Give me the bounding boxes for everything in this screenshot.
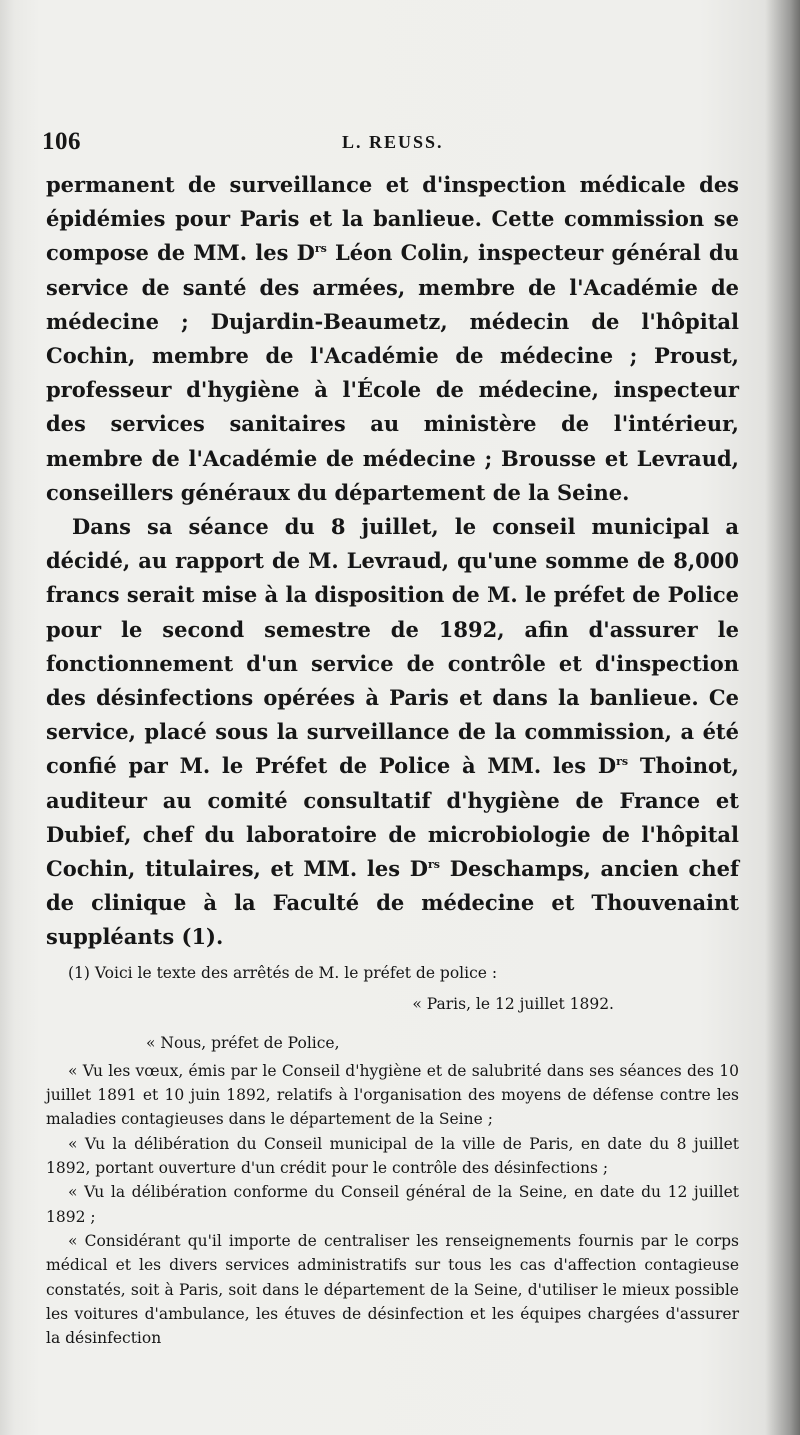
paragraph-text: permanent de surveillance et d'inspection médicale des épidémies pour Paris et la banlieue. Cette commission se compose de MM. les D bbox=[46, 172, 739, 266]
running-head: L. REUSS. bbox=[342, 132, 444, 152]
paragraph-text: Deschamps, ancien chef de clinique à la Faculté de médecine et Thouvenaint suppléants (1). bbox=[46, 856, 740, 950]
paragraph-text: Thoinot, auditeur au comité consultatif d'hygiène de France et Dubief, chef du laboratoire de microbiologie de l'hôpital Cochin, titulaires, et MM. les D bbox=[46, 753, 739, 882]
main-text bbox=[46, 168, 739, 955]
superscript: rs bbox=[314, 242, 327, 256]
superscript: rs bbox=[428, 858, 440, 872]
paragraph-commission bbox=[46, 168, 739, 510]
footnote-nous: « Nous, préfet de Police, bbox=[146, 1033, 340, 1052]
superscript: rs bbox=[616, 755, 629, 769]
paragraph-seance bbox=[46, 510, 739, 955]
footnote-item: « Vu la délibération du Conseil municipal de la ville de Paris, en date du 8 juillet 1892, portant ouverture d'un crédit pour le contrôle des désinfections ; bbox=[46, 1134, 739, 1178]
footnote-item: « Vu les vœux, émis par le Conseil d'hygiène et de salubrité dans ses séances des 10 juillet 1891 et 10 juin 1892, relatifs à l'organisation des moyens de défense contre les maladies contagieuses dans le département de la Seine ; bbox=[46, 1061, 739, 1129]
footnote-intro: (1) Voici le texte des arrêtés de M. le préfet de police : bbox=[68, 964, 498, 982]
paragraph-text: Dans sa séance du 8 juillet, le conseil municipal a décidé, au rapport de M. Levraud, qu'une somme de 8,000 francs serait mise à la disposition de M. le préfet de Police pour le second semestre de 1892, afin d'assurer le fonctionnement d'un service de contrôle et d'inspection des désinfections opérées à Paris et dans la banlieue. Ce service, placé sous la surveillance de la commission, a été confié par M. le Préfet de Police à MM. les D bbox=[46, 514, 739, 779]
footnote bbox=[46, 961, 739, 1350]
page-number: 106 bbox=[42, 128, 81, 155]
page-header bbox=[42, 128, 742, 160]
footnote-item: « Vu la délibération conforme du Conseil général de la Seine, en date du 12 juillet 1892 ; bbox=[46, 1183, 739, 1226]
footnote-item: « Considérant qu'il importe de centraliser les renseignements fournis par le corps médical et les divers services administratifs sur tous les cas d'affection contagieuse constatés, soit à Paris, soit dans le département de la Seine, d'utiliser le mieux possible les voitures d'ambulance, les étuves de désinfection et les équipes chargées d'assurer la désinfection bbox=[46, 1231, 739, 1348]
footnote-place-date: « Paris, le 12 juillet 1892. bbox=[412, 995, 614, 1014]
paragraph-text: Léon Colin, inspecteur général du service de santé des armées, membre de l'Académie de médecine ; Dujardin-Beaumetz, médecin de l'hôpital Cochin, membre de l'Académie de médecine ; Proust, professeur d'hygiène à l'École de médecine, inspecteur des services sanitaires au ministère de l'intérieur, membre de l'Académie de médecine ; Brousse et Levraud, conseillers généraux du département de la Seine. bbox=[46, 240, 739, 505]
